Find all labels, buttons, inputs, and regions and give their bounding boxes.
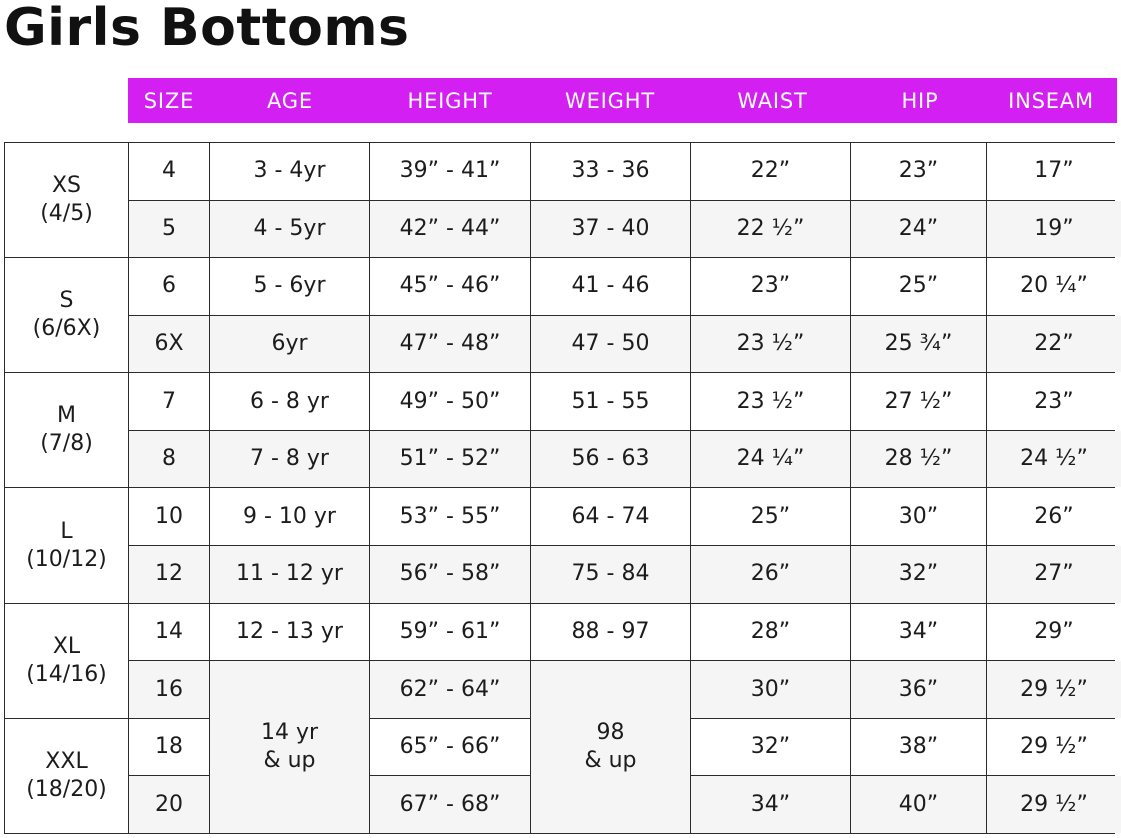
cell-age-merged (210, 661, 369, 833)
size-chart-table (4, 142, 1115, 834)
cell-hip: 38” (851, 719, 986, 776)
cell-height: 42” - 44” (370, 201, 530, 258)
cell-size: 10 (129, 488, 209, 545)
cell-inseam: 27” (987, 546, 1121, 603)
cell-inseam: 29 ½” (987, 719, 1121, 776)
merged-line: & up (584, 748, 637, 774)
cell-age: 6yr (210, 316, 369, 373)
size-group-m (5, 373, 128, 487)
cell-size: 14 (129, 604, 209, 661)
cell-weight: 47 - 50 (531, 316, 690, 373)
cell-size: 6X (129, 316, 209, 373)
header-height: HEIGHT (407, 89, 493, 113)
header-size: SIZE (143, 89, 195, 113)
cell-height: 45” - 46” (370, 258, 530, 315)
cell-size: 6 (129, 258, 209, 315)
cell-weight: 88 - 97 (531, 604, 690, 661)
cell-age: 3 - 4yr (210, 143, 369, 200)
cell-weight-merged (531, 661, 690, 833)
size-group-label: M (57, 403, 76, 429)
size-group-label: XXL (45, 748, 88, 774)
cell-hip: 30” (851, 488, 986, 545)
size-group-range: (18/20) (26, 776, 107, 802)
size-group-xl (5, 604, 128, 718)
cell-hip: 24” (851, 201, 986, 258)
cell-waist: 22 ½” (691, 201, 850, 258)
cell-height: 62” - 64” (370, 661, 530, 718)
cell-waist: 23 ½” (691, 373, 850, 430)
cell-inseam: 17” (987, 143, 1121, 200)
cell-waist: 28” (691, 604, 850, 661)
cell-size: 12 (129, 546, 209, 603)
cell-height: 39” - 41” (370, 143, 530, 200)
cell-age: 9 - 10 yr (210, 488, 369, 545)
cell-waist: 30” (691, 661, 850, 718)
cell-waist: 25” (691, 488, 850, 545)
size-group-range: (10/12) (26, 546, 107, 572)
size-group-xs (5, 143, 128, 257)
cell-size: 7 (129, 373, 209, 430)
cell-height: 47” - 48” (370, 316, 530, 373)
cell-inseam: 26” (987, 488, 1121, 545)
merged-line: 14 yr (260, 720, 319, 746)
header-hip: HIP (901, 89, 939, 113)
cell-waist: 34” (691, 776, 850, 833)
cell-hip: 25” (851, 258, 986, 315)
cell-height: 51” - 52” (370, 431, 530, 488)
cell-inseam: 20 ¼” (987, 258, 1121, 315)
cell-size: 5 (129, 201, 209, 258)
cell-age: 5 - 6yr (210, 258, 369, 315)
cell-waist: 24 ¼” (691, 431, 850, 488)
cell-inseam: 23” (987, 373, 1121, 430)
cell-weight: 75 - 84 (531, 546, 690, 603)
cell-size: 8 (129, 431, 209, 488)
cell-weight: 56 - 63 (531, 431, 690, 488)
table-header (128, 78, 1117, 123)
size-group-range: (7/8) (40, 431, 93, 457)
header-age: AGE (267, 89, 313, 113)
size-group-xxl (5, 719, 128, 833)
page-title: Girls Bottoms (4, 0, 410, 58)
cell-inseam: 19” (987, 201, 1121, 258)
cell-waist: 23” (691, 258, 850, 315)
cell-weight: 37 - 40 (531, 201, 690, 258)
cell-hip: 34” (851, 604, 986, 661)
cell-hip: 27 ½” (851, 373, 986, 430)
cell-inseam: 22” (987, 316, 1121, 373)
size-group-label: XL (52, 633, 81, 659)
header-waist: WAIST (737, 89, 808, 113)
cell-age: 6 - 8 yr (210, 373, 369, 430)
size-group-label: S (59, 288, 74, 314)
cell-size: 20 (129, 776, 209, 833)
cell-inseam: 29 ½” (987, 776, 1121, 833)
cell-weight: 41 - 46 (531, 258, 690, 315)
size-group-l (5, 488, 128, 602)
cell-hip: 25 ¾” (851, 316, 986, 373)
cell-size: 4 (129, 143, 209, 200)
size-group-range: (14/16) (26, 661, 107, 687)
cell-weight: 33 - 36 (531, 143, 690, 200)
size-group-range: (4/5) (40, 201, 93, 227)
header-weight: WEIGHT (565, 89, 655, 113)
cell-weight: 64 - 74 (531, 488, 690, 545)
cell-hip: 36” (851, 661, 986, 718)
cell-height: 67” - 68” (370, 776, 530, 833)
cell-height: 53” - 55” (370, 488, 530, 545)
merged-line: & up (263, 748, 316, 774)
header-inseam: INSEAM (1008, 89, 1094, 113)
cell-hip: 23” (851, 143, 986, 200)
cell-age: 7 - 8 yr (210, 431, 369, 488)
merged-line: 98 (596, 720, 625, 746)
cell-age: 4 - 5yr (210, 201, 369, 258)
cell-inseam: 29 ½” (987, 661, 1121, 718)
cell-waist: 22” (691, 143, 850, 200)
cell-waist: 32” (691, 719, 850, 776)
cell-height: 49” - 50” (370, 373, 530, 430)
size-group-s (5, 258, 128, 372)
cell-inseam: 29” (987, 604, 1121, 661)
cell-height: 59” - 61” (370, 604, 530, 661)
cell-inseam: 24 ½” (987, 431, 1121, 488)
cell-height: 56” - 58” (370, 546, 530, 603)
cell-height: 65” - 66” (370, 719, 530, 776)
cell-waist: 26” (691, 546, 850, 603)
cell-hip: 28 ½” (851, 431, 986, 488)
cell-hip: 32” (851, 546, 986, 603)
cell-size: 18 (129, 719, 209, 776)
cell-weight: 51 - 55 (531, 373, 690, 430)
size-group-range: (6/6X) (32, 316, 101, 342)
cell-size: 16 (129, 661, 209, 718)
cell-age: 11 - 12 yr (210, 546, 369, 603)
cell-waist: 23 ½” (691, 316, 850, 373)
cell-hip: 40” (851, 776, 986, 833)
size-group-label: L (60, 518, 73, 544)
size-group-label: XS (51, 173, 82, 199)
cell-age: 12 - 13 yr (210, 604, 369, 661)
